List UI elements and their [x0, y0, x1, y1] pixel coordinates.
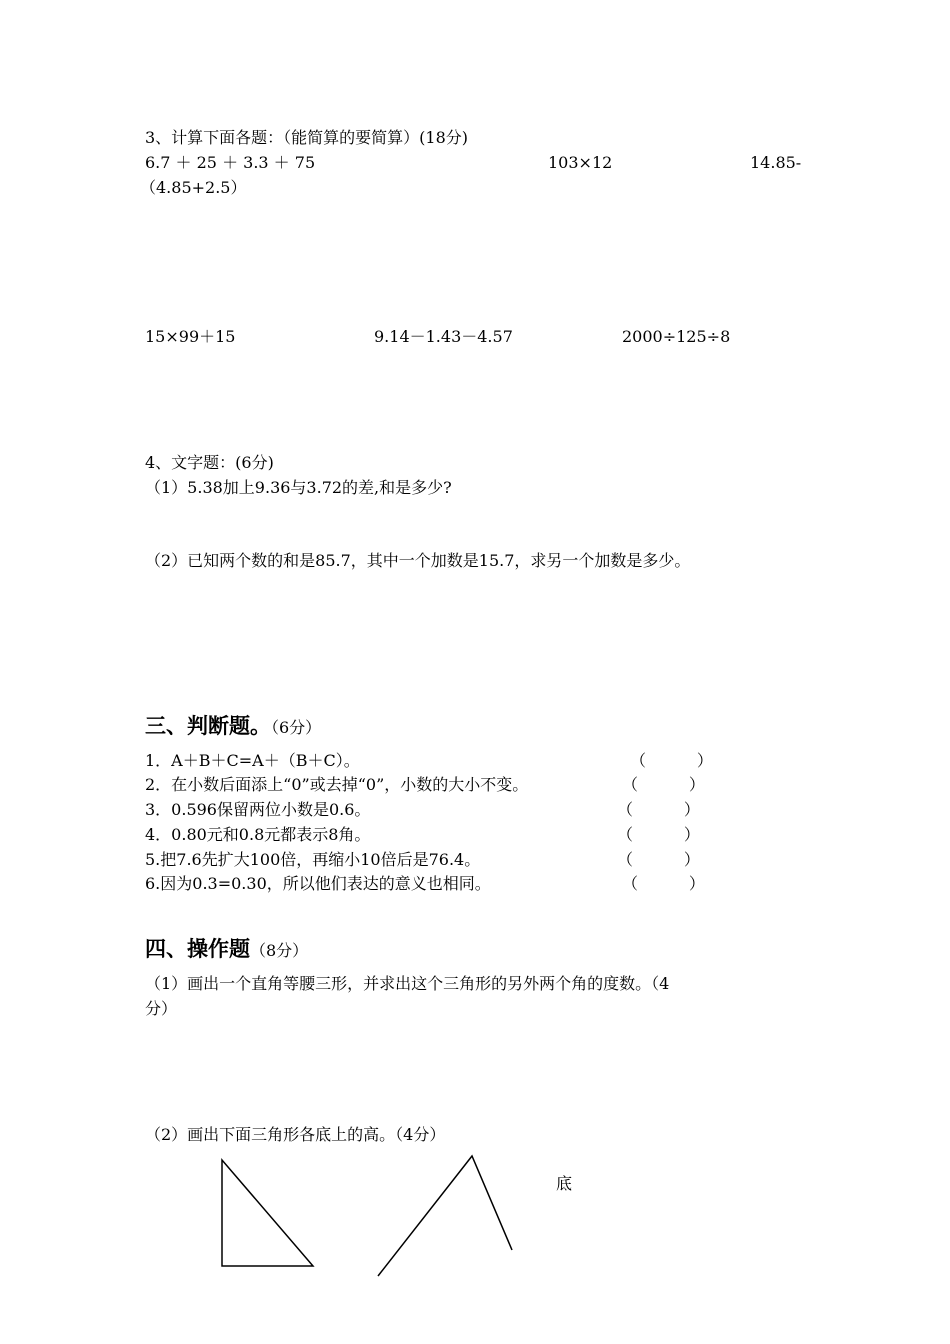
op-question-1-continued: 分）	[145, 999, 178, 1018]
judge-item-5: 5.把7.6先扩大100倍，再缩小10倍后是76.4。	[145, 850, 481, 869]
calc-problem-3: 14.85-	[750, 153, 802, 172]
calc-problem-6: 2000÷125÷8	[622, 327, 731, 346]
judge-item-4: 4．0.80元和0.8元都表示8角。	[145, 825, 371, 844]
calc-problem-2: 103×12	[548, 153, 613, 172]
calc-section-title: 3、计算下面各题：（能简算的要简算）(18分)	[145, 128, 469, 147]
op-question-1: （1）画出一个直角等腰三形，并求出这个三角形的另外两个角的度数。（4	[145, 974, 670, 993]
judge-section-title: 三、判断题。（6分）	[145, 713, 322, 738]
calc-problem-5: 9.14－1.43－4.57	[374, 327, 513, 346]
calc-problem-3-continued: （4.85+2.5）	[140, 178, 247, 197]
op-section-title: 四、操作题（8分）	[145, 936, 309, 961]
judge-item-3: 3．0.596保留两位小数是0.6。	[145, 800, 371, 819]
right-triangle	[222, 1160, 313, 1266]
base-label: 底	[556, 1174, 573, 1193]
judge-answer-1[interactable]: （ ）	[630, 751, 713, 770]
op-question-2: （2）画出下面三角形各底上的高。（4分）	[145, 1125, 446, 1144]
word-section-title: 4、文字题：(6分)	[145, 453, 274, 472]
judge-answer-2[interactable]: （ ）	[622, 775, 705, 794]
judge-answer-4[interactable]: （ ）	[617, 825, 700, 844]
calc-problem-1: 6.7 ＋ 25 ＋ 3.3 ＋ 75	[145, 153, 316, 172]
word-question-2: （2）已知两个数的和是85.7，其中一个加数是15.7，求另一个加数是多少。	[145, 551, 691, 570]
judge-answer-3[interactable]: （ ）	[617, 800, 700, 819]
judge-answer-5[interactable]: （ ）	[617, 850, 700, 869]
judge-item-2: 2．在小数后面添上“0”或去掉“0”，小数的大小不变。	[145, 775, 529, 794]
judge-answer-6[interactable]: （ ）	[622, 874, 705, 893]
calc-problem-4: 15×99＋15	[145, 327, 236, 346]
op-section-points: （8分）	[250, 941, 309, 960]
word-question-1: （1）5.38加上9.36与3.72的差,和是多少?	[145, 478, 452, 497]
judge-section-points: （6分）	[271, 718, 322, 737]
judge-item-1: 1．A＋B＋C=A＋（B＋C）。	[145, 751, 360, 770]
open-triangle	[378, 1156, 512, 1276]
judge-item-6: 6.因为0.3=0.30，所以他们表达的意义也相同。	[145, 874, 491, 893]
